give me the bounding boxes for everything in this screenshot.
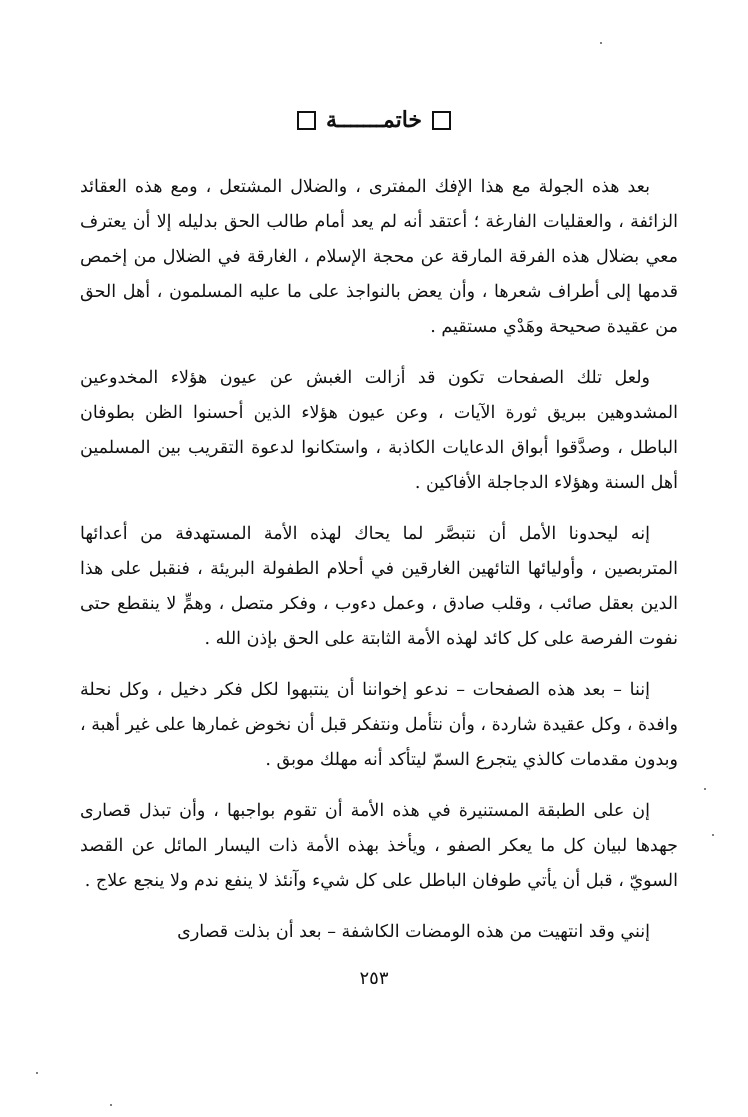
scan-speck — [712, 834, 714, 836]
paragraph: ولعل تلك الصفحات تكون قد أزالت الغبش عن عيون هؤلاء المخدوعين المشدوهين ببريق ثورة الآيات ، وعن عيون هؤلاء الذين أحسنوا الظن بطوفان الباطل ، وصدَّقوا أبواق الدعايات الكاذبة ، واستكانوا لدعوة التقريب بين المسلمين أهل السنة وهؤلاء الدجاجلة الأفاكين . — [80, 368, 678, 493]
chapter-title: خاتمـــــــة — [325, 107, 423, 133]
paragraph: إنني وقد انتهيت من هذه الومضات الكاشفة – بعد أن بذلت قصارى — [177, 922, 650, 942]
scan-speck — [600, 42, 602, 44]
paragraph: بعد هذه الجولة مع هذا الإفك المفترى ، والضلال المشتعل ، ومع هذه العقائد الزائفة ، والعقليات الفارغة ؛ أعتقد أنه لم يعد أمام طالب الحق بدليله إلا أن يعترف معي بضلال هذه الفرقة المارقة عن محجة الإسلام ، الغارقة في الضلال من إخمص قدمها إلى أطراف شعرها ، وأن يعض بالنواجذ على ما عليه المسلمون ، أهل الحق من عقيدة صحيحة وهَدْي مستقيم . — [80, 177, 678, 337]
paragraph: إنه ليحدونا الأمل أن نتبصَّر لما يحاك لهذه الأمة المستهدفة من أعدائها المتربصين ، وأوليائها التائهين الغارقين في أحلام الطفولة البريئة ، فنقبل على هذا الدين بعقل صائب ، وقلب صادق ، وعمل دءوب ، وفكر متصل ، وهمٍّ لا ينقطع حتى نفوت الفرصة على كل كائد لهذه الأمة الثابتة على الحق بإذن الله . — [80, 524, 678, 649]
scan-speck — [36, 1072, 38, 1074]
square-box-icon — [432, 111, 451, 130]
square-box-icon — [297, 111, 316, 130]
paragraph: إن على الطبقة المستنيرة في هذه الأمة أن تقوم بواجبها ، وأن تبذل قصارى جهدها لبيان كل ما يعكر الصفو ، ويأخذ بهذه الأمة ذات اليسار المائل عن القصد السويّ ، قبل أن يأتي طوفان الباطل على كل شيء وآنئذ لا ينفع ندم ولا ينجع علاج . — [80, 801, 678, 891]
body-text — [80, 170, 678, 966]
paragraph: إننا – بعد هذه الصفحات – ندعو إخواننا أن ينتبهوا لكل فكر دخيل ، وكل نحلة وافدة ، وكل عقيدة شاردة ، وأن نتأمل ونتفكر قبل أن نخوض غمارها على غير أهبة ، وبدون مقدمات كالذي يتجرع السمّ ليتأكد أنه مهلك موبق . — [80, 680, 678, 770]
scan-speck — [110, 1104, 112, 1106]
chapter-heading — [0, 106, 748, 133]
page-number: ٢٥٣ — [359, 968, 389, 989]
scan-speck — [704, 788, 706, 790]
